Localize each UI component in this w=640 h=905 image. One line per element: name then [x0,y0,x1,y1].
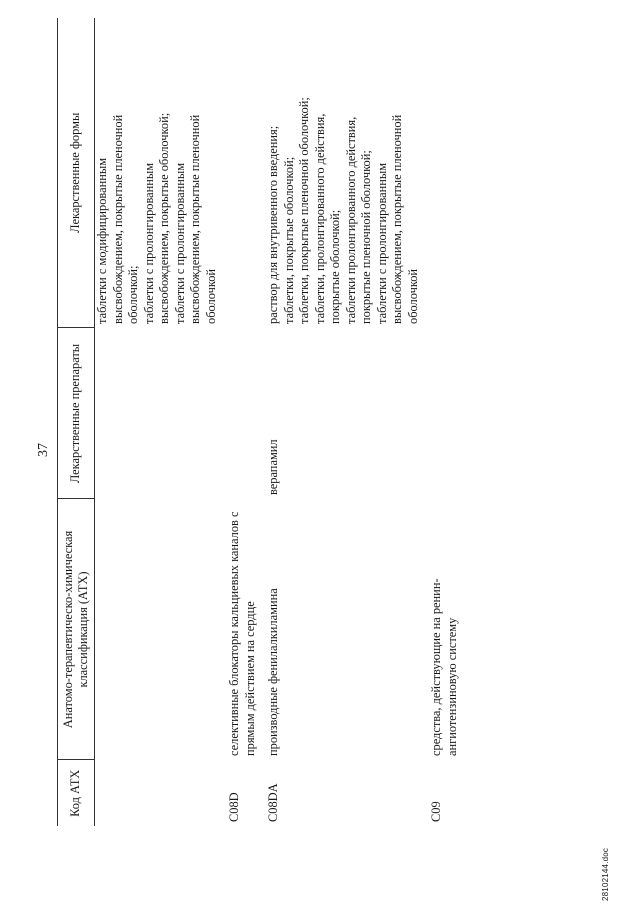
dosage-form-line: таблетки пролонгированного действия, [343,116,358,324]
dosage-form-line: высвобождением, покрытые пленочной [390,114,404,324]
dosage-form-line: таблетки, покрытые пленочной оболочкой; [297,97,311,324]
drug-name-cell [95,328,228,499]
table-header-row [58,18,95,826]
header-form: Лекарственные формы [58,18,95,328]
dosage-form-line: покрытые оболочкой; [328,209,342,324]
dosage-forms-cell [227,18,266,328]
dosage-form-line: таблетки с пролонгированным [141,162,156,324]
dosage-form-line: таблетки с модифицированным [95,157,109,324]
atx-code-cell [95,760,228,826]
atx-code-cell: C08D [227,792,241,822]
atx-group-cell: средства, действующие на ренин-ангиотензиновую систему [429,578,459,756]
atx-group-cell: производные фенилалкиламина [266,588,280,756]
dosage-form-line: таблетки, пролонгированного действия, [312,113,327,324]
dosage-form-line: оболочкой; [126,265,140,324]
atx-code-cell: C09 [429,801,443,822]
document-id: 28102144.doc [601,847,610,901]
dosage-form-line: высвобождением, покрытые пленочной [188,114,202,324]
dosage-form-line: покрытые пленочной оболочкой; [359,150,373,324]
dosage-forms-cell [429,18,468,328]
table-row [95,18,228,826]
atx-group-cell [95,499,228,760]
dosage-form-line: раствор для внутривенного введения; [266,125,280,324]
dosage-form-line: высвобождением, покрытые пленочной [110,114,125,324]
drug-classification-table [57,18,468,826]
table-row [227,18,266,826]
drug-name-cell [227,328,266,499]
dosage-form-line: таблетки с пролонгированным [172,162,187,324]
dosage-form-line: таблетки, покрытые оболочкой; [281,156,296,324]
dosage-forms-cell [95,18,228,328]
drug-name-cell: верапамил [266,439,280,495]
atx-group-cell: селективные блокаторы кальциевых каналов с прямым действием на сердце [227,511,257,756]
table-row [266,18,429,826]
dosage-forms-cell [266,18,429,328]
dosage-form-line: оболочкой [405,268,420,324]
atx-code-cell: C08DA [266,783,280,822]
table-row [429,18,468,826]
header-code: Код АТХ [58,760,95,826]
page-number: 37 [36,443,51,457]
dosage-form-line: таблетки с пролонгированным [374,162,389,324]
header-atx: Анатомо-терапевтическо-химическая классификация (АТХ) [58,499,95,760]
header-drug: Лекарственные препараты [58,328,95,499]
drug-name-cell [429,328,468,499]
dosage-form-line: оболочкой [203,268,218,324]
dosage-form-line: высвобождением, покрытые оболочкой; [157,112,171,324]
